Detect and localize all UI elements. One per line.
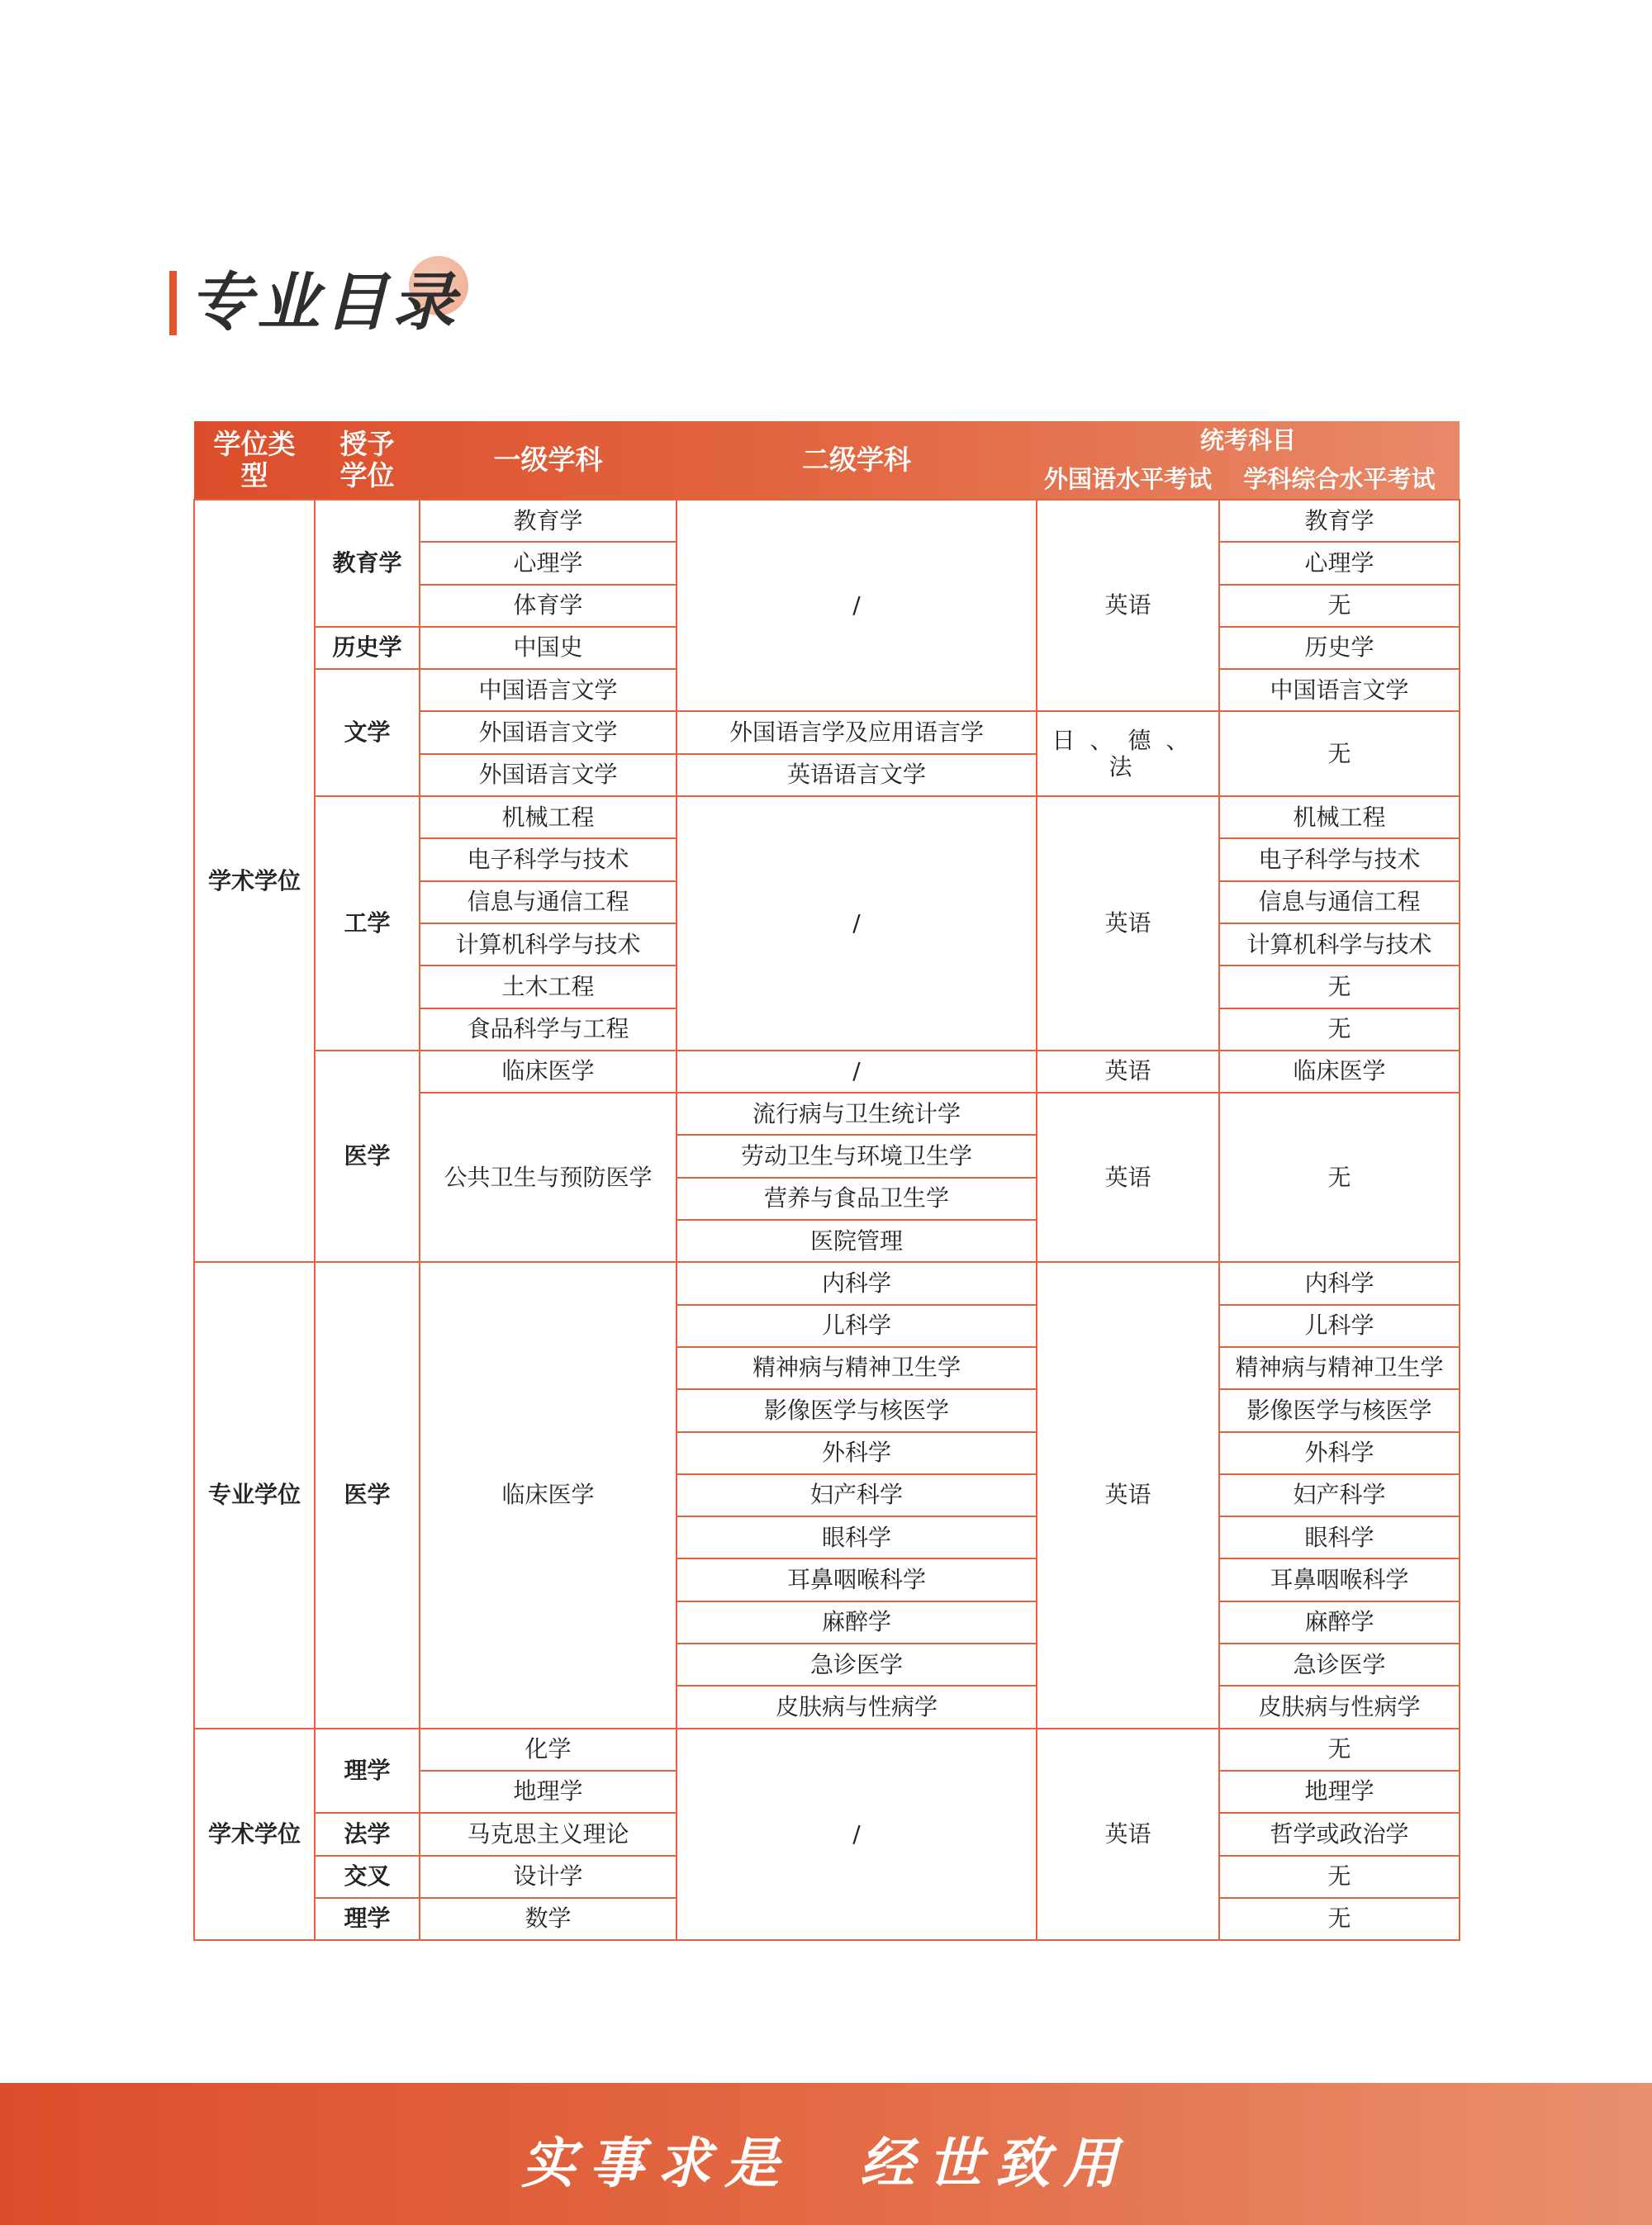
degree-type-cell: 专业学位 bbox=[194, 1262, 315, 1728]
comprehensive-exam-cell: 计算机科学与技术 bbox=[1219, 923, 1460, 965]
comprehensive-exam-cell: 眼科学 bbox=[1219, 1516, 1460, 1558]
comprehensive-exam-cell: 精神病与精神卫生学 bbox=[1219, 1347, 1460, 1389]
comprehensive-exam-cell: 皮肤病与性病学 bbox=[1219, 1686, 1460, 1728]
comprehensive-exam-cell: 无 bbox=[1219, 711, 1460, 796]
grant-degree-cell: 历史学 bbox=[315, 627, 420, 669]
page-title: 专业目录 bbox=[189, 265, 460, 339]
footer-banner bbox=[0, 2083, 1652, 2225]
comprehensive-exam-cell: 耳鼻咽喉科学 bbox=[1219, 1558, 1460, 1601]
first-discipline-cell: 心理学 bbox=[420, 542, 676, 584]
second-discipline-cell: 皮肤病与性病学 bbox=[676, 1686, 1037, 1728]
second-discipline-cell: / bbox=[676, 1051, 1037, 1093]
first-discipline-cell: 中国史 bbox=[420, 627, 676, 669]
first-discipline-cell: 信息与通信工程 bbox=[420, 881, 676, 923]
second-discipline-cell: 内科学 bbox=[676, 1262, 1037, 1304]
comprehensive-exam-cell: 无 bbox=[1219, 1729, 1460, 1771]
first-discipline-cell: 临床医学 bbox=[420, 1051, 676, 1093]
comprehensive-exam-cell: 内科学 bbox=[1219, 1262, 1460, 1304]
program-catalog-table bbox=[193, 421, 1460, 1941]
foreign-language-cell: 英语 bbox=[1037, 796, 1219, 1051]
first-discipline-cell: 土木工程 bbox=[420, 965, 676, 1008]
second-discipline-cell: 劳动卫生与环境卫生学 bbox=[676, 1135, 1037, 1177]
second-discipline-cell: 耳鼻咽喉科学 bbox=[676, 1558, 1037, 1601]
grant-degree-cell: 理学 bbox=[315, 1898, 420, 1940]
header-foreign-language-exam: 外国语水平考试 bbox=[1043, 464, 1212, 493]
grant-degree-cell: 理学 bbox=[315, 1729, 420, 1814]
comprehensive-exam-cell: 无 bbox=[1219, 1856, 1460, 1898]
first-discipline-cell: 临床医学 bbox=[420, 1262, 676, 1728]
table-row bbox=[194, 500, 1460, 542]
comprehensive-exam-cell: 无 bbox=[1219, 1093, 1460, 1262]
second-discipline-cell: 外国语言学及应用语言学 bbox=[676, 711, 1037, 753]
first-discipline-cell: 机械工程 bbox=[420, 796, 676, 838]
second-discipline-cell: 眼科学 bbox=[676, 1516, 1037, 1558]
title-accent-bar bbox=[169, 271, 177, 335]
comprehensive-exam-cell: 无 bbox=[1219, 1008, 1460, 1051]
comprehensive-exam-cell: 电子科学与技术 bbox=[1219, 838, 1460, 880]
foreign-language-cell: 英语 bbox=[1037, 1051, 1219, 1093]
first-discipline-cell: 外国语言文学 bbox=[420, 711, 676, 753]
comprehensive-exam-cell: 无 bbox=[1219, 965, 1460, 1008]
first-discipline-cell: 计算机科学与技术 bbox=[420, 923, 676, 965]
second-discipline-cell: / bbox=[676, 500, 1037, 711]
first-discipline-cell: 设计学 bbox=[420, 1856, 676, 1898]
table-row bbox=[194, 1729, 1460, 1771]
first-discipline-cell: 电子科学与技术 bbox=[420, 838, 676, 880]
comprehensive-exam-cell: 历史学 bbox=[1219, 627, 1460, 669]
grant-degree-cell: 法学 bbox=[315, 1813, 420, 1855]
grant-degree-cell: 文学 bbox=[315, 669, 420, 796]
second-discipline-cell: 流行病与卫生统计学 bbox=[676, 1093, 1037, 1135]
first-discipline-cell: 公共卫生与预防医学 bbox=[420, 1093, 676, 1262]
second-discipline-cell: 麻醉学 bbox=[676, 1601, 1037, 1644]
comprehensive-exam-cell: 外科学 bbox=[1219, 1432, 1460, 1474]
section-title-group bbox=[169, 256, 500, 347]
grant-degree-cell: 医学 bbox=[315, 1051, 420, 1262]
foreign-language-cell: 英语 bbox=[1037, 1262, 1219, 1728]
first-discipline-cell: 食品科学与工程 bbox=[420, 1008, 676, 1051]
header-second-discipline: 二级学科 bbox=[802, 444, 911, 477]
comprehensive-exam-cell: 哲学或政治学 bbox=[1219, 1813, 1460, 1855]
first-discipline-cell: 地理学 bbox=[420, 1771, 676, 1813]
second-discipline-cell: 急诊医学 bbox=[676, 1644, 1037, 1686]
first-discipline-cell: 化学 bbox=[420, 1729, 676, 1771]
comprehensive-exam-cell: 教育学 bbox=[1219, 500, 1460, 542]
foreign-language-cell: 英语 bbox=[1037, 1729, 1219, 1940]
second-discipline-cell: 外科学 bbox=[676, 1432, 1037, 1474]
footer-slogan: 实事求是 经世致用 bbox=[521, 2132, 1131, 2195]
header-grant-degree: 授予学位 bbox=[339, 428, 395, 491]
second-discipline-cell: / bbox=[676, 796, 1037, 1051]
foreign-language-cell: 英语 bbox=[1037, 500, 1219, 711]
degree-type-cell: 学术学位 bbox=[194, 1729, 315, 1940]
grant-degree-cell: 教育学 bbox=[315, 500, 420, 627]
second-discipline-cell: 英语语言文学 bbox=[676, 754, 1037, 796]
second-discipline-cell: 精神病与精神卫生学 bbox=[676, 1347, 1037, 1389]
foreign-language-cell: 英语 bbox=[1037, 1093, 1219, 1262]
table-row bbox=[194, 1262, 1460, 1304]
grant-degree-cell: 工学 bbox=[315, 796, 420, 1051]
table-row bbox=[194, 1051, 1460, 1093]
comprehensive-exam-cell: 影像医学与核医学 bbox=[1219, 1389, 1460, 1431]
first-discipline-cell: 外国语言文学 bbox=[420, 754, 676, 796]
header-degree-type: 学位类型 bbox=[213, 428, 296, 491]
comprehensive-exam-cell: 麻醉学 bbox=[1219, 1601, 1460, 1644]
table-row bbox=[194, 796, 1460, 838]
second-discipline-cell: 营养与食品卫生学 bbox=[676, 1178, 1037, 1220]
first-discipline-cell: 教育学 bbox=[420, 500, 676, 542]
comprehensive-exam-cell: 心理学 bbox=[1219, 542, 1460, 584]
comprehensive-exam-cell: 妇产科学 bbox=[1219, 1474, 1460, 1516]
first-discipline-cell: 数学 bbox=[420, 1898, 676, 1940]
comprehensive-exam-cell: 儿科学 bbox=[1219, 1305, 1460, 1347]
comprehensive-exam-cell: 无 bbox=[1219, 1898, 1460, 1940]
comprehensive-exam-cell: 机械工程 bbox=[1219, 796, 1460, 838]
first-discipline-cell: 中国语言文学 bbox=[420, 669, 676, 711]
header-first-discipline: 一级学科 bbox=[493, 444, 603, 477]
second-discipline-cell: / bbox=[676, 1729, 1037, 1940]
comprehensive-exam-cell: 信息与通信工程 bbox=[1219, 881, 1460, 923]
foreign-language-cell: 日、德、法 bbox=[1037, 711, 1219, 796]
header-exam-subjects: 统考科目 bbox=[1200, 425, 1297, 454]
grant-degree-cell: 医学 bbox=[315, 1262, 420, 1728]
comprehensive-exam-cell: 中国语言文学 bbox=[1219, 669, 1460, 711]
second-discipline-cell: 妇产科学 bbox=[676, 1474, 1037, 1516]
first-discipline-cell: 马克思主义理论 bbox=[420, 1813, 676, 1855]
degree-type-cell: 学术学位 bbox=[194, 500, 315, 1262]
second-discipline-cell: 儿科学 bbox=[676, 1305, 1037, 1347]
header-comprehensive-exam: 学科综合水平考试 bbox=[1243, 464, 1436, 493]
comprehensive-exam-cell: 地理学 bbox=[1219, 1771, 1460, 1813]
comprehensive-exam-cell: 无 bbox=[1219, 585, 1460, 627]
comprehensive-exam-cell: 临床医学 bbox=[1219, 1051, 1460, 1093]
comprehensive-exam-cell: 急诊医学 bbox=[1219, 1644, 1460, 1686]
second-discipline-cell: 影像医学与核医学 bbox=[676, 1389, 1037, 1431]
grant-degree-cell: 交叉 bbox=[315, 1856, 420, 1898]
first-discipline-cell: 体育学 bbox=[420, 585, 676, 627]
second-discipline-cell: 医院管理 bbox=[676, 1220, 1037, 1262]
